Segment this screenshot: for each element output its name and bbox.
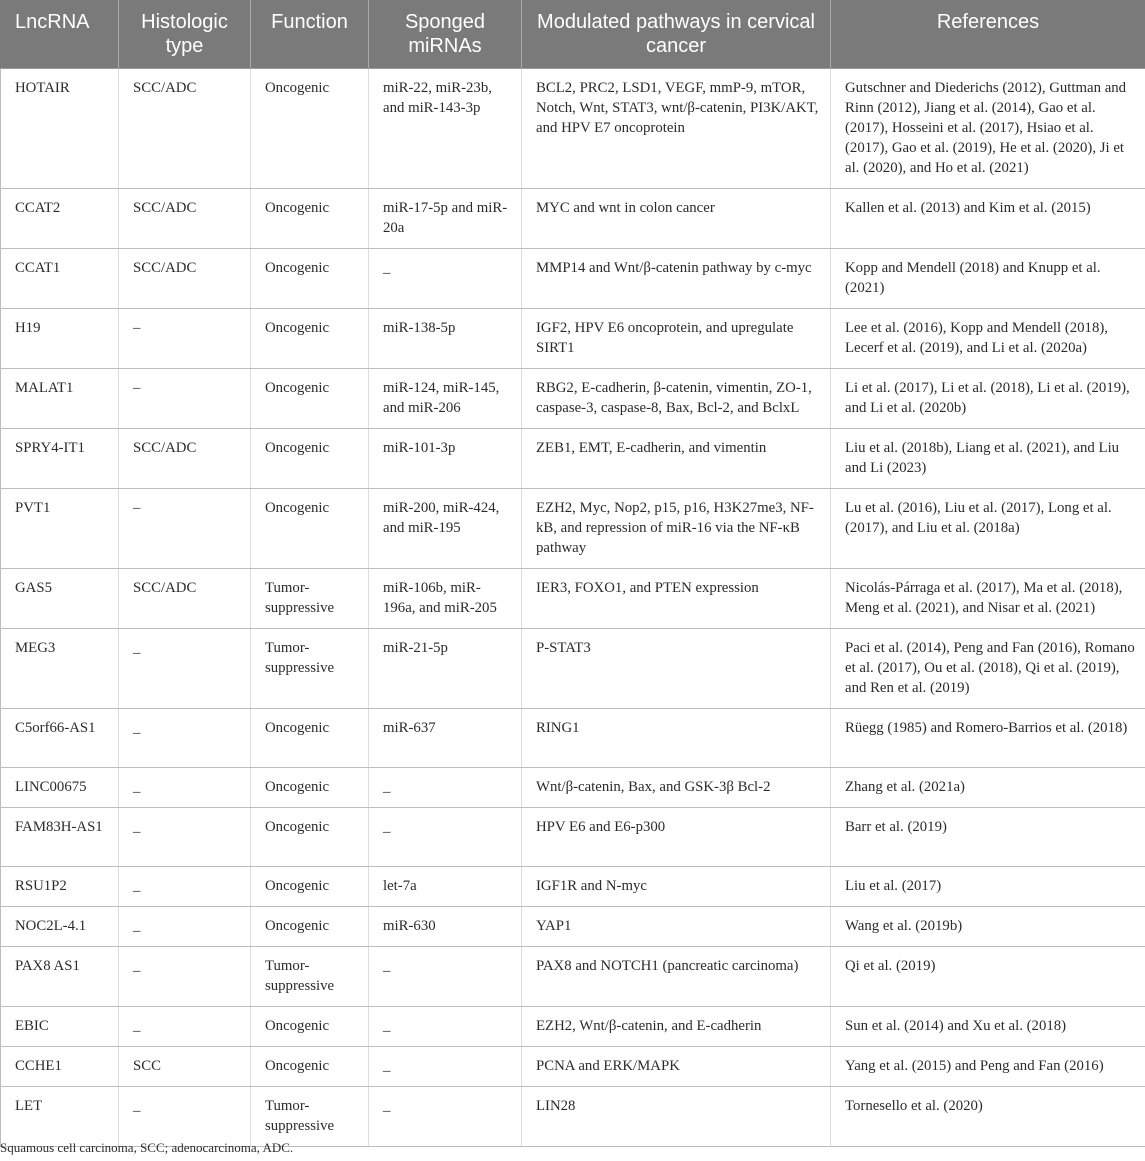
cell-lncrna: H19 <box>1 309 119 369</box>
cell-modulated-pathways: IER3, FOXO1, and PTEN expression <box>522 569 831 629</box>
cell-histologic-type: SCC/ADC <box>119 429 251 489</box>
cell-histologic-type: SCC/ADC <box>119 569 251 629</box>
cell-modulated-pathways: PAX8 and NOTCH1 (pancreatic carcinoma) <box>522 947 831 1007</box>
header-function: Function <box>251 0 369 69</box>
cell-sponged-mirnas: miR-138-5p <box>369 309 522 369</box>
cell-lncrna: HOTAIR <box>1 69 119 189</box>
cell-lncrna: RSU1P2 <box>1 867 119 907</box>
cell-modulated-pathways: P-STAT3 <box>522 629 831 709</box>
table-row <box>1 867 1145 907</box>
cell-histologic-type: _ <box>119 867 251 907</box>
cell-lncrna: PAX8 AS1 <box>1 947 119 1007</box>
cell-modulated-pathways: EZH2, Wnt/β-catenin, and E-cadherin <box>522 1007 831 1047</box>
cell-modulated-pathways: RBG2, E-cadherin, β-catenin, vimentin, ZO-1, caspase-3, caspase-8, Bax, Bcl-2, and BclxL <box>522 369 831 429</box>
table-row <box>1 69 1145 189</box>
cell-sponged-mirnas: miR-22, miR-23b, and miR-143-3p <box>369 69 522 189</box>
cell-references: Lu et al. (2016), Liu et al. (2017), Long et al. (2017), and Liu et al. (2018a) <box>831 489 1145 569</box>
cell-modulated-pathways: ZEB1, EMT, E-cadherin, and vimentin <box>522 429 831 489</box>
cell-references: Li et al. (2017), Li et al. (2018), Li et al. (2019), and Li et al. (2020b) <box>831 369 1145 429</box>
table-row <box>1 369 1145 429</box>
cell-lncrna: CCHE1 <box>1 1047 119 1087</box>
table-row <box>1 249 1145 309</box>
cell-modulated-pathways: MYC and wnt in colon cancer <box>522 189 831 249</box>
cell-lncrna: MEG3 <box>1 629 119 709</box>
cell-lncrna: CCAT1 <box>1 249 119 309</box>
cell-function: Tumor-suppressive <box>251 1087 369 1147</box>
table-row <box>1 1047 1145 1087</box>
cell-histologic-type: SCC/ADC <box>119 249 251 309</box>
cell-references: Liu et al. (2018b), Liang et al. (2021), and Liu and Li (2023) <box>831 429 1145 489</box>
cell-histologic-type: _ <box>119 709 251 768</box>
cell-references: Gutschner and Diederichs (2012), Guttman and Rinn (2012), Jiang et al. (2014), Gao et al. (2017), Hosseini et al. (2017), Hsiao et al. (2017), Gao et al. (2019), He et al. (2020), Ji et al. (2020), and Ho et al. (2021) <box>831 69 1145 189</box>
cell-histologic-type: _ <box>119 947 251 1007</box>
cell-sponged-mirnas: _ <box>369 249 522 309</box>
cell-function: Oncogenic <box>251 489 369 569</box>
cell-sponged-mirnas: _ <box>369 808 522 867</box>
cell-sponged-mirnas: miR-637 <box>369 709 522 768</box>
cell-histologic-type: _ <box>119 1087 251 1147</box>
cell-function: Oncogenic <box>251 189 369 249</box>
table-row <box>1 709 1145 768</box>
cell-function: Oncogenic <box>251 867 369 907</box>
table-row <box>1 768 1145 808</box>
cell-modulated-pathways: BCL2, PRC2, LSD1, VEGF, mmP-9, mTOR, Notch, Wnt, STAT3, wnt/β-catenin, PI3K/AKT, and HPV E7 oncoprotein <box>522 69 831 189</box>
table-row <box>1 429 1145 489</box>
cell-references: Yang et al. (2015) and Peng and Fan (2016) <box>831 1047 1145 1087</box>
cell-sponged-mirnas: _ <box>369 1007 522 1047</box>
cell-sponged-mirnas: _ <box>369 768 522 808</box>
cell-modulated-pathways: RING1 <box>522 709 831 768</box>
table-row <box>1 1007 1145 1047</box>
cell-lncrna: FAM83H-AS1 <box>1 808 119 867</box>
cell-sponged-mirnas: miR-200, miR-424, and miR-195 <box>369 489 522 569</box>
cell-function: Tumor-suppressive <box>251 947 369 1007</box>
cell-histologic-type: – <box>119 309 251 369</box>
table-row <box>1 907 1145 947</box>
cell-references: Tornesello et al. (2020) <box>831 1087 1145 1147</box>
cell-lncrna: C5orf66-AS1 <box>1 709 119 768</box>
cell-function: Oncogenic <box>251 369 369 429</box>
cell-histologic-type: SCC <box>119 1047 251 1087</box>
cell-lncrna: LET <box>1 1087 119 1147</box>
cell-function: Oncogenic <box>251 1007 369 1047</box>
cell-lncrna: EBIC <box>1 1007 119 1047</box>
cell-modulated-pathways: Wnt/β-catenin, Bax, and GSK-3β Bcl-2 <box>522 768 831 808</box>
cell-references: Liu et al. (2017) <box>831 867 1145 907</box>
cell-lncrna: LINC00675 <box>1 768 119 808</box>
cell-modulated-pathways: IGF1R and N-myc <box>522 867 831 907</box>
cell-function: Tumor-suppressive <box>251 569 369 629</box>
cell-references: Paci et al. (2014), Peng and Fan (2016), Romano et al. (2017), Ou et al. (2018), Qi et al. (2019), and Ren et al. (2019) <box>831 629 1145 709</box>
table-row <box>1 569 1145 629</box>
cell-lncrna: PVT1 <box>1 489 119 569</box>
table-row <box>1 629 1145 709</box>
cell-function: Oncogenic <box>251 709 369 768</box>
cell-sponged-mirnas: miR-124, miR-145, and miR-206 <box>369 369 522 429</box>
cell-references: Rüegg (1985) and Romero-Barrios et al. (2018) <box>831 709 1145 768</box>
cell-references: Kallen et al. (2013) and Kim et al. (2015) <box>831 189 1145 249</box>
cell-function: Tumor-suppressive <box>251 629 369 709</box>
cell-sponged-mirnas: _ <box>369 947 522 1007</box>
cell-function: Oncogenic <box>251 907 369 947</box>
cell-lncrna: CCAT2 <box>1 189 119 249</box>
header-histologic-type: Histologic type <box>119 0 251 69</box>
table-row <box>1 189 1145 249</box>
cell-histologic-type: SCC/ADC <box>119 189 251 249</box>
cell-sponged-mirnas: miR-101-3p <box>369 429 522 489</box>
cell-references: Kopp and Mendell (2018) and Knupp et al. (2021) <box>831 249 1145 309</box>
cell-modulated-pathways: YAP1 <box>522 907 831 947</box>
cell-sponged-mirnas: let-7a <box>369 867 522 907</box>
cell-function: Oncogenic <box>251 1047 369 1087</box>
cell-histologic-type: – <box>119 489 251 569</box>
cell-modulated-pathways: PCNA and ERK/MAPK <box>522 1047 831 1087</box>
cell-sponged-mirnas: _ <box>369 1047 522 1087</box>
cell-histologic-type: _ <box>119 768 251 808</box>
cell-modulated-pathways: MMP14 and Wnt/β-catenin pathway by c-myc <box>522 249 831 309</box>
cell-histologic-type: _ <box>119 1007 251 1047</box>
table-row <box>1 489 1145 569</box>
cell-references: Nicolás-Párraga et al. (2017), Ma et al. (2018), Meng et al. (2021), and Nisar et al. (2021) <box>831 569 1145 629</box>
cell-references: Zhang et al. (2021a) <box>831 768 1145 808</box>
cell-function: Oncogenic <box>251 429 369 489</box>
cell-function: Oncogenic <box>251 808 369 867</box>
cell-modulated-pathways: LIN28 <box>522 1087 831 1147</box>
cell-references: Wang et al. (2019b) <box>831 907 1145 947</box>
cell-modulated-pathways: HPV E6 and E6-p300 <box>522 808 831 867</box>
cell-histologic-type: – <box>119 369 251 429</box>
cell-references: Barr et al. (2019) <box>831 808 1145 867</box>
cell-lncrna: GAS5 <box>1 569 119 629</box>
cell-lncrna: MALAT1 <box>1 369 119 429</box>
cell-sponged-mirnas: miR-21-5p <box>369 629 522 709</box>
cell-sponged-mirnas: miR-17-5p and miR-20a <box>369 189 522 249</box>
cell-modulated-pathways: EZH2, Myc, Nop2, p15, p16, H3K27me3, NF-kB, and repression of miR-16 via the NF-κB pathway <box>522 489 831 569</box>
table-header-row <box>1 0 1145 69</box>
cell-sponged-mirnas: miR-106b, miR-196a, and miR-205 <box>369 569 522 629</box>
cell-histologic-type: _ <box>119 808 251 867</box>
cell-references: Qi et al. (2019) <box>831 947 1145 1007</box>
cell-references: Sun et al. (2014) and Xu et al. (2018) <box>831 1007 1145 1047</box>
header-sponged-mirnas: Sponged miRNAs <box>369 0 522 69</box>
cell-references: Lee et al. (2016), Kopp and Mendell (2018), Lecerf et al. (2019), and Li et al. (2020a) <box>831 309 1145 369</box>
cell-function: Oncogenic <box>251 309 369 369</box>
cell-histologic-type: _ <box>119 907 251 947</box>
header-modulated-pathways: Modulated pathways in cervical cancer <box>522 0 831 69</box>
cell-function: Oncogenic <box>251 69 369 189</box>
cell-sponged-mirnas: _ <box>369 1087 522 1147</box>
table-footnote: Squamous cell carcinoma, SCC; adenocarcinoma, ADC. <box>0 1140 294 1155</box>
table-row <box>1 808 1145 867</box>
cell-histologic-type: _ <box>119 629 251 709</box>
cell-modulated-pathways: IGF2, HPV E6 oncoprotein, and upregulate SIRT1 <box>522 309 831 369</box>
header-lncrna: LncRNA <box>1 0 119 69</box>
cell-sponged-mirnas: miR-630 <box>369 907 522 947</box>
header-references: References <box>831 0 1145 69</box>
table-row <box>1 1087 1145 1147</box>
cell-histologic-type: SCC/ADC <box>119 69 251 189</box>
cell-lncrna: SPRY4-IT1 <box>1 429 119 489</box>
cell-function: Oncogenic <box>251 768 369 808</box>
cell-lncrna: NOC2L-4.1 <box>1 907 119 947</box>
cell-function: Oncogenic <box>251 249 369 309</box>
table-row <box>1 947 1145 1007</box>
table-row <box>1 309 1145 369</box>
